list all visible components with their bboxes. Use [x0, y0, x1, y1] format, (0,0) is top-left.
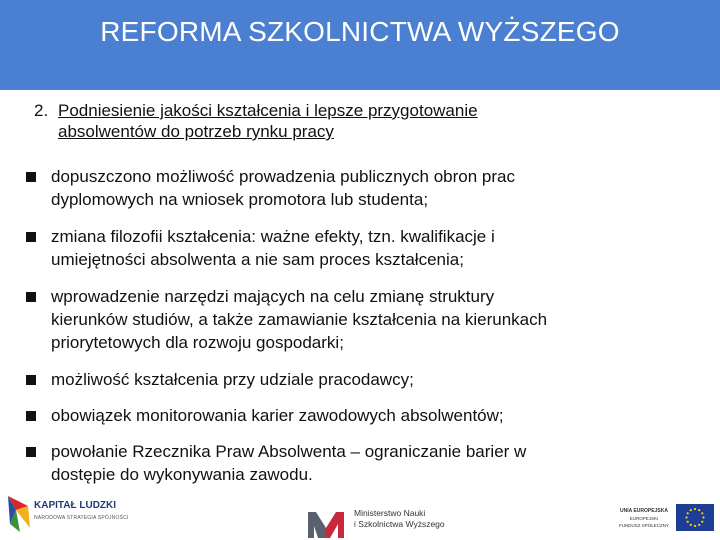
kapital-ludzki-logo	[6, 494, 136, 534]
ministry-mark-icon	[308, 510, 344, 538]
section-number: 2.	[34, 101, 49, 120]
square-bullet-icon	[26, 292, 36, 302]
section-heading-line-2: absolwentów do potrzeb rynku pracy	[58, 122, 334, 141]
slide-content	[34, 100, 694, 142]
square-bullet-icon	[26, 447, 36, 457]
slide-title: REFORMA SZKOLNICTWA WYŻSZEGO	[100, 16, 620, 47]
kapital-ludzki-subtitle: NARODOWA STRATEGIA SPÓJNOŚCI	[34, 515, 129, 521]
eu-fund-line-1: EUROPEJSKI	[629, 516, 659, 521]
bullet-item	[26, 165, 666, 211]
bullet-text: dostępie do wykonywania zawodu.	[51, 465, 313, 484]
bullet-item	[26, 368, 666, 391]
star-logo-icon	[6, 494, 32, 534]
kapital-ludzki-name: KAPITAŁ LUDZKI	[34, 500, 117, 511]
bullet-text: kierunków studiów, a także zamawianie kształcenia na kierunkach	[51, 310, 548, 329]
eu-flag-icon	[676, 504, 714, 531]
footer-logos	[0, 488, 720, 540]
bullet-text: priorytetowych dla rozwoju gospodarki;	[51, 333, 344, 352]
bullet-text: możliwość kształcenia przy udziale pracodawcy;	[51, 370, 414, 389]
slide-header	[0, 0, 720, 90]
square-bullet-icon	[26, 232, 36, 242]
bullet-text: dopuszczono możliwość prowadzenia publicznych obron prac	[51, 167, 515, 186]
bullet-item	[26, 285, 666, 354]
bullet-item	[26, 404, 666, 427]
ministry-logo	[308, 506, 448, 540]
section-heading-line-1: Podniesienie jakości kształcenia i lepsze przygotowanie	[58, 101, 478, 120]
bullet-text: powołanie Rzecznika Praw Absolwenta – ograniczanie barier w	[51, 442, 527, 461]
bullet-text: zmiana filozofii kształcenia: ważne efekty, tzn. kwalifikacje i	[51, 227, 495, 246]
square-bullet-icon	[26, 411, 36, 421]
eu-name: UNIA EUROPEJSKA	[620, 508, 668, 514]
eu-logo	[616, 504, 716, 534]
eu-fund-line-2: FUNDUSZ SPOŁECZNY	[618, 523, 669, 528]
ministry-name-line-1: Ministerstwo Nauki	[354, 508, 426, 518]
bullet-text: obowiązek monitorowania karier zawodowych absolwentów;	[51, 406, 504, 425]
square-bullet-icon	[26, 172, 36, 182]
ministry-name-line-2: i Szkolnictwa Wyższego	[354, 519, 445, 529]
bullet-text: wprowadzenie narzędzi mających na celu zmianę struktury	[51, 287, 495, 306]
section-heading	[34, 100, 694, 142]
square-bullet-icon	[26, 375, 36, 385]
bullet-item	[26, 440, 666, 486]
bullet-item	[26, 225, 666, 271]
bullet-text: dyplomowych na wniosek promotora lub studenta;	[51, 190, 429, 209]
bullet-text: umiejętności absolwenta a nie sam proces kształcenia;	[51, 250, 464, 269]
